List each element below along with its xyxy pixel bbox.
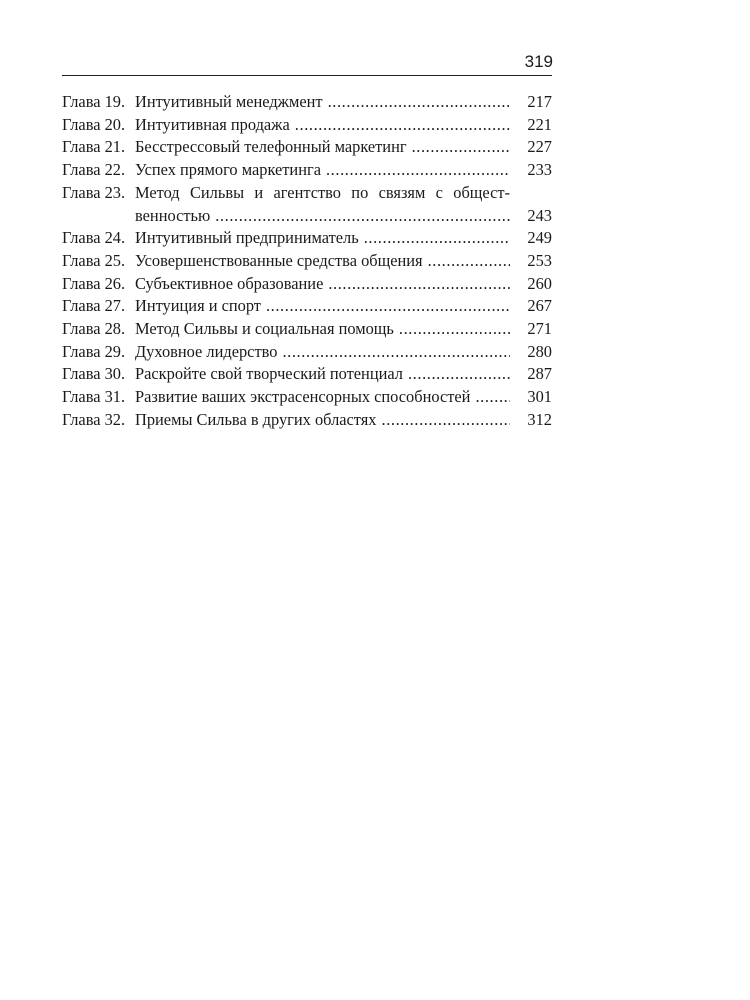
chapter-page: 260 bbox=[527, 273, 552, 293]
chapter-label: Глава 21. bbox=[62, 137, 126, 157]
toc-entry bbox=[62, 159, 552, 182]
chapter-page: 253 bbox=[527, 250, 552, 270]
chapter-label: Глава 26. bbox=[62, 273, 126, 293]
dot-leader bbox=[328, 273, 510, 296]
chapter-label: Глава 24. bbox=[62, 228, 126, 248]
chapter-page: 267 bbox=[527, 296, 552, 316]
chapter-page: 280 bbox=[527, 341, 552, 361]
dot-leader bbox=[428, 250, 510, 273]
dot-leader bbox=[282, 341, 510, 364]
toc-entry bbox=[62, 409, 552, 432]
toc-entry bbox=[62, 114, 552, 137]
toc-entry bbox=[62, 386, 552, 409]
chapter-page: 217 bbox=[527, 92, 552, 111]
chapter-label: Глава 32. bbox=[62, 409, 126, 429]
chapter-label: Глава 23. bbox=[62, 182, 126, 202]
chapter-title: Развитие ваших экстрасенсорных способностей bbox=[135, 387, 471, 407]
chapter-title: Интуиция и спорт bbox=[135, 296, 261, 316]
chapter-page: 233 bbox=[527, 160, 552, 180]
chapter-page: 243 bbox=[527, 205, 552, 225]
header-rule bbox=[62, 75, 552, 76]
chapter-label: Глава 28. bbox=[62, 319, 126, 339]
chapter-title: Усовершенствованные средства общения bbox=[135, 250, 423, 270]
chapter-title: Интуитивная продажа bbox=[135, 114, 290, 134]
dot-leader bbox=[364, 227, 510, 250]
chapter-label: Глава 19. bbox=[62, 92, 126, 111]
dot-leader bbox=[382, 409, 511, 432]
toc-entry bbox=[62, 273, 552, 296]
dot-leader bbox=[326, 159, 510, 182]
toc-entry bbox=[62, 227, 552, 250]
chapter-label: Глава 29. bbox=[62, 341, 126, 361]
dot-leader bbox=[215, 205, 510, 228]
toc-entry bbox=[62, 318, 552, 341]
chapter-page: 271 bbox=[527, 319, 552, 339]
toc-entry bbox=[62, 363, 552, 386]
chapter-title: Метод Сильвы и социальная помощь bbox=[135, 319, 394, 339]
toc-entry bbox=[62, 91, 552, 114]
toc-entry bbox=[62, 182, 552, 227]
page-number: 319 bbox=[524, 52, 553, 71]
chapter-title: Метод Сильвы и агентство по связям с общест- bbox=[135, 182, 510, 202]
chapter-page: 312 bbox=[527, 409, 552, 429]
toc-entry bbox=[62, 295, 552, 318]
chapter-label: Глава 30. bbox=[62, 364, 126, 384]
chapter-title: Успех прямого маркетинга bbox=[135, 160, 321, 180]
dot-leader bbox=[328, 91, 510, 114]
chapter-label: Глава 25. bbox=[62, 250, 126, 270]
chapter-page: 287 bbox=[527, 364, 552, 384]
chapter-title: Бесстрессовый телефонный маркетинг bbox=[135, 137, 407, 157]
chapter-title: Раскройте свой творческий потенциал bbox=[135, 364, 403, 384]
chapter-page: 301 bbox=[527, 387, 552, 407]
dot-leader bbox=[399, 318, 510, 341]
chapter-label: Глава 27. bbox=[62, 296, 126, 316]
chapter-title: Субъективное образование bbox=[135, 273, 324, 293]
chapter-label: Глава 22. bbox=[62, 160, 126, 180]
dot-leader bbox=[295, 114, 510, 137]
dot-leader bbox=[266, 295, 510, 318]
toc-entry bbox=[62, 136, 552, 159]
chapter-title: Интуитивный предприниматель bbox=[135, 228, 359, 248]
chapter-title: Духовное лидерство bbox=[135, 341, 278, 361]
chapter-title: Интуитивный менеджмент bbox=[135, 92, 323, 111]
chapter-label: Глава 20. bbox=[62, 114, 126, 134]
chapter-label: Глава 31. bbox=[62, 387, 126, 407]
dot-leader bbox=[408, 363, 510, 386]
toc-entry bbox=[62, 250, 552, 273]
dot-leader bbox=[412, 136, 510, 159]
dot-leader bbox=[475, 386, 510, 409]
chapter-title-continued: венностью bbox=[135, 205, 211, 225]
toc-entry bbox=[62, 341, 552, 364]
table-of-contents bbox=[62, 91, 552, 432]
chapter-page: 221 bbox=[527, 114, 552, 134]
chapter-title: Приемы Сильва в других областях bbox=[135, 409, 377, 429]
chapter-page: 227 bbox=[527, 137, 552, 157]
chapter-page: 249 bbox=[527, 228, 552, 248]
